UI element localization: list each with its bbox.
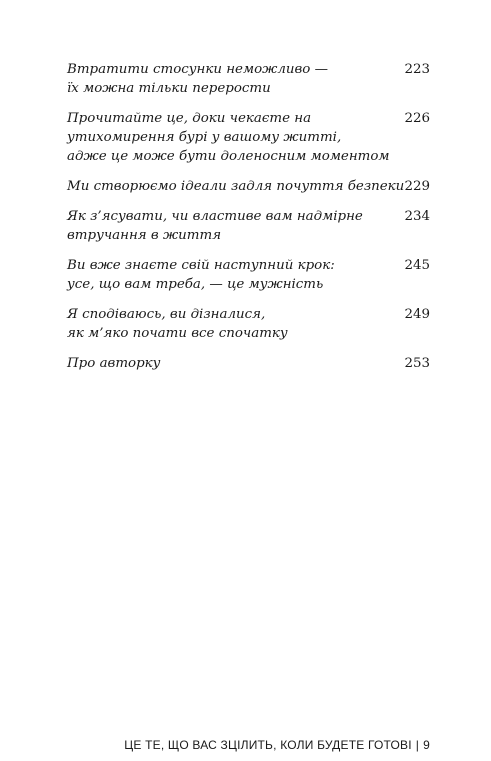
toc-entry-page-number: 253 xyxy=(404,356,430,371)
toc-entry-title-line: усе, що вам треба, — це мужність xyxy=(67,277,324,292)
toc-entry-title-line: Я сподіваюсь, ви дізналися, xyxy=(67,307,266,322)
toc-entry-title xyxy=(67,60,367,98)
toc-entry-title-line: адже це може бути доленосним моментом xyxy=(67,149,390,164)
toc-entry-page-number: 229 xyxy=(404,179,430,194)
toc-entry-title-line: Прочитайте це, доки чекаєте на xyxy=(67,111,312,126)
toc-entry-title-line: Як з’ясувати, чи властиве вам надмірне xyxy=(67,209,363,224)
toc-entry-title xyxy=(67,256,367,294)
toc-entry[interactable] xyxy=(67,354,430,373)
toc-entry-title-line: Ми створюємо ідеали задля почуття безпеки xyxy=(67,179,405,194)
toc-entry-title-line: Ви вже знаєте свій наступний крок: xyxy=(67,258,335,273)
toc-entry-title xyxy=(67,109,390,166)
toc-entry-page-number: 226 xyxy=(404,111,430,126)
toc-entry-title-line: утихомирення бурі у вашому житті, xyxy=(67,130,342,145)
toc-entry-title-line: як м’яко почати все спочатку xyxy=(67,326,288,341)
toc-entry[interactable] xyxy=(67,207,430,245)
table-of-contents xyxy=(67,60,430,384)
toc-entry[interactable] xyxy=(67,305,430,343)
toc-entry-page-number: 245 xyxy=(404,258,430,273)
toc-entry-title xyxy=(67,305,367,343)
footer-page-number: 9 xyxy=(423,738,430,752)
footer-separator: | xyxy=(415,738,420,752)
running-footer xyxy=(124,738,430,752)
toc-entry-title-line: їх можна тільки перерости xyxy=(67,81,271,96)
toc-entry[interactable] xyxy=(67,109,430,166)
toc-entry[interactable] xyxy=(67,177,430,196)
toc-entry-title xyxy=(67,207,367,245)
toc-entry-title-line: Втратити стосунки неможливо — xyxy=(67,62,328,77)
footer-book-title: ЦЕ ТЕ, ЩО ВАС ЗЦІЛИТЬ, КОЛИ БУДЕТЕ ГОТОВІ xyxy=(124,738,412,752)
toc-entry-page-number: 249 xyxy=(404,307,430,322)
toc-entry-title-line: Про авторку xyxy=(67,356,161,371)
toc-entry[interactable] xyxy=(67,256,430,294)
toc-entry-title-line: втручання в життя xyxy=(67,228,222,243)
toc-entry-page-number: 234 xyxy=(404,209,430,224)
toc-entry-title xyxy=(67,177,405,196)
toc-entry[interactable] xyxy=(67,60,430,98)
toc-entry-title xyxy=(67,354,367,373)
toc-entry-page-number: 223 xyxy=(404,62,430,77)
